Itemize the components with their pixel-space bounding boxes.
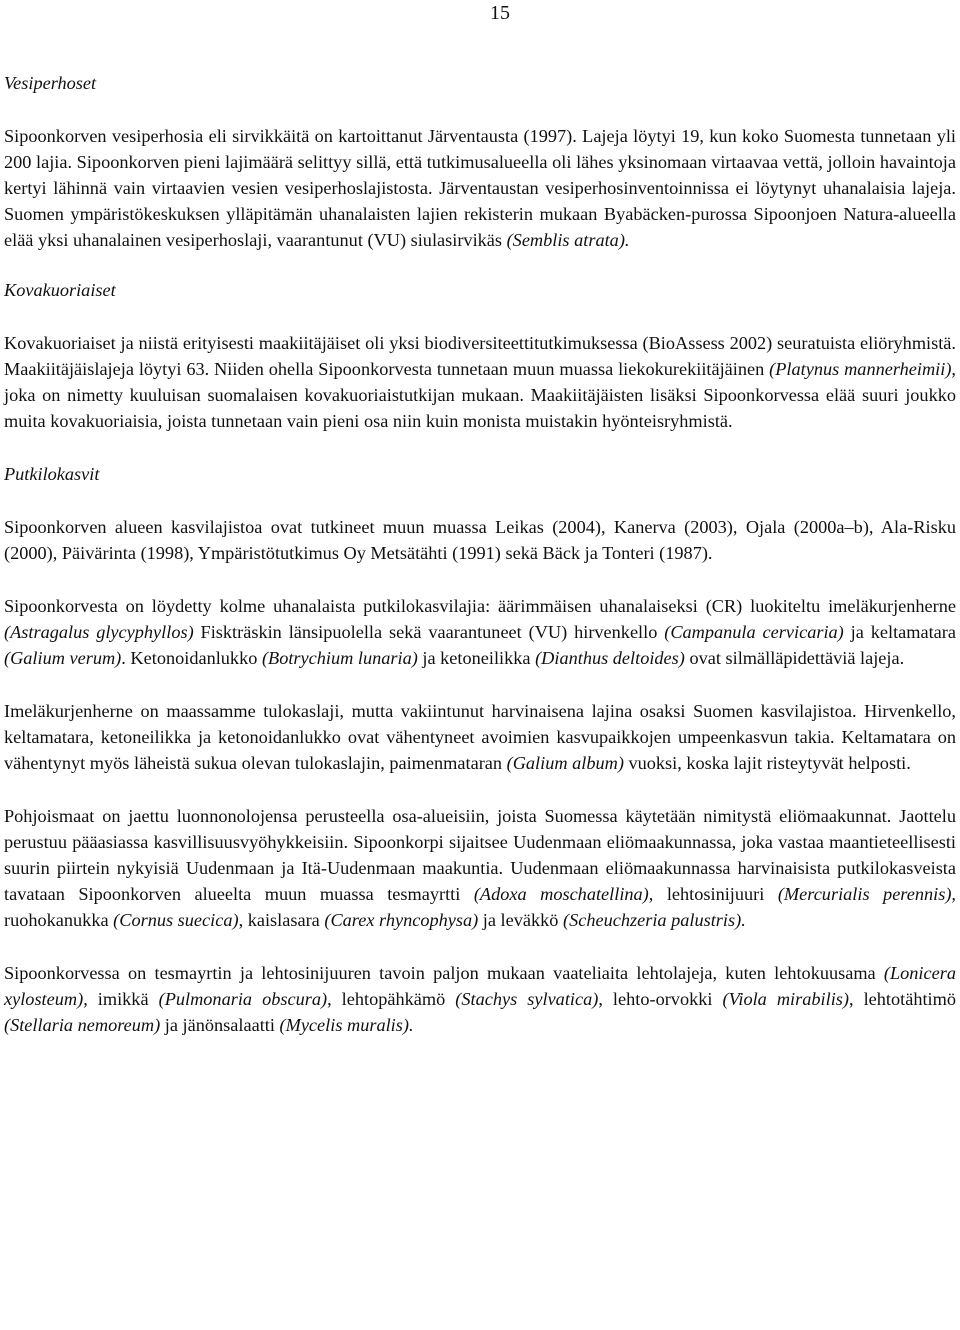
paragraph xyxy=(4,330,956,434)
text-run: . Ketonoidanlukko xyxy=(121,648,262,668)
species-name: (Mycelis muralis). xyxy=(279,1015,414,1035)
text-run: , kaislasara xyxy=(238,910,325,930)
text-run: ruohokanukka xyxy=(4,910,114,930)
text-run: , lehtosinijuuri xyxy=(648,884,778,904)
text-run: ja leväkkö xyxy=(478,910,563,930)
text-run: , lehtotähtimö xyxy=(848,989,956,1009)
text-run: , lehto-orvokki xyxy=(598,989,723,1009)
text-run: ja jänönsalaatti xyxy=(160,1015,280,1035)
text-run: ovat silmälläpidettäviä lajeja. xyxy=(684,648,905,668)
text-run: vuoksi, koska lajit risteytyvät helposti. xyxy=(623,753,911,773)
species-name: (Carex rhyncophysa) xyxy=(324,910,479,930)
text-run: ja keltamatara xyxy=(843,622,956,642)
text-run: ja ketoneilikka xyxy=(417,648,536,668)
species-name: (Mercurialis perennis), xyxy=(777,884,956,904)
species-name: (Galium album) xyxy=(506,753,624,773)
species-name: (Stachys sylvatica) xyxy=(455,989,599,1009)
page-number: 15 xyxy=(490,2,510,24)
paragraph xyxy=(4,123,956,253)
text-run: Kovakuoriaiset ja niistä erityisesti maakiitäjäiset oli yksi biodiversiteettitutkimuksessa (BioAssess 2002) seuratuista eliöryhmistä. Maakiitäjäislajeja löytyi 63. Niiden ohella Sipoonkorvesta tunnetaan muun muassa liekokurekiitäjäinen xyxy=(4,333,956,379)
species-name: (Platynus mannerheimii) xyxy=(769,359,952,379)
text-run: Sipoonkorven alueen kasvilajistoa ovat tutkineet muun muassa Leikas (2004), Kanerva (2003), Ojala (2000a–b), Ala-Risku (2000), Päivärinta (1998), Ympäristötutkimus Oy Metsätähti (1991) sekä Bäck ja Tonteri (1987). xyxy=(4,517,956,563)
species-name: (Astragalus glycyphyllos) xyxy=(4,622,194,642)
paragraph xyxy=(4,514,956,566)
section-heading-vesiperhoset: Vesiperhoset xyxy=(4,73,97,93)
text-run: Fiskträskin länsipuolella sekä vaarantuneet (VU) hirvenkello xyxy=(193,622,665,642)
species-name: (Viola mirabilis) xyxy=(722,989,849,1009)
section-heading-putkilokasvit: Putkilokasvit xyxy=(4,464,100,484)
species-name: (Stellaria nemoreum) xyxy=(4,1015,161,1035)
species-name: (Adoxa moschatellina) xyxy=(473,884,649,904)
species-name: (Galium verum) xyxy=(4,648,122,668)
text-run: , joka on nimetty kuuluisan suomalaisen kovakuoriaistutkijan mukaan. Maakiitäjäisten lisäksi Sipoonkorvessa elää suuri joukko muita kovakuoriaisia, joista tunnetaan vain pieni osa niin kuin monista muistakin hyönteisryhmistä. xyxy=(4,359,956,431)
text-run: Sipoonkorvesta on löydetty kolme uhanalaista putkilokasvilajia: äärimmäisen uhanalaiseksi (CR) luokiteltu imeläkurjenherne xyxy=(4,596,956,616)
paragraph xyxy=(4,698,956,776)
species-name: (Cornus suecica) xyxy=(113,910,239,930)
document-body xyxy=(4,70,956,1038)
text-run: Sipoonkorven vesiperhosia eli sirvikkäitä on kartoittanut Järventausta (1997). Lajeja löytyi 19, kun koko Suomesta tunnetaan yli 200 lajia. Sipoonkorven pieni lajimäärä selittyy sillä, että tutkimusalueella oli lähes yksinomaan virtaavaa vettä, jolloin havaintoja kertyi lähinnä vain virtaavien vesien vesiperhoslajistosta. Järventaustan vesiperhosinventoinnissa ei löytynyt uhanalaisia lajeja. Suomen ympäristökeskuksen ylläpitämän uhanalaisten lajien rekisterin mukaan Byabäcken-purossa Sipoonjoen Natura-alueella elää yksi uhanalainen vesiperhoslaji, vaarantunut (VU) siulasirvikäs xyxy=(4,126,956,250)
text-run: Pohjoismaat on jaettu luonnonolojensa perusteella osa-alueisiin, joista Suomessa käytetään nimitystä eliömaakunnat. Jaottelu perustuu pääasiassa kasvillisuusvyöhykkeisiin. Sipoonkorpi sijaitsee Uudenmaan eliömaakunnassa, joka vastaa maantieteellisesti suurin piirtein nykyisiä Uudenmaan ja Itä-Uudenmaan maakuntia. Uudenmaan eliömaakunnassa harvinaisista putkilokasveista tavataan Sipoonkorven alueelta muun muassa tesmayrtti xyxy=(4,806,956,904)
paragraph xyxy=(4,803,956,933)
species-name: (Semblis atrata). xyxy=(506,230,630,250)
text-run: Imeläkurjenherne on maassamme tulokaslaji, mutta vakiintunut harvinaisena lajina osaksi Suomen kasvilajistoa. Hirvenkello, keltamatara, ketoneilikka ja ketonoidanlukko ovat vähentyneet avoimien kasvupaikkojen umpeenkasvun takia. Keltamatara on vähentynyt myös läheistä sukua olevan tulokaslajin, paimenmataran xyxy=(4,701,956,773)
species-name: (Scheuchzeria palustris). xyxy=(562,910,746,930)
section-heading-kovakuoriaiset: Kovakuoriaiset xyxy=(4,280,116,300)
text-run: , imikkä xyxy=(83,989,159,1009)
species-name: (Botrychium lunaria) xyxy=(261,648,418,668)
paragraph xyxy=(4,960,956,1038)
text-run: Sipoonkorvessa on tesmayrtin ja lehtosinijuuren tavoin paljon mukaan vaateliaita lehtolajeja, kuten lehtokuusama xyxy=(4,963,884,983)
species-name: (Lonicera xylosteum) xyxy=(4,963,956,1009)
species-name: (Dianthus deltoides) xyxy=(535,648,685,668)
species-name: (Campanula cervicaria) xyxy=(664,622,844,642)
species-name: (Pulmonaria obscura) xyxy=(158,989,328,1009)
paragraph xyxy=(4,593,956,671)
text-run: , lehtopähkämö xyxy=(327,989,456,1009)
